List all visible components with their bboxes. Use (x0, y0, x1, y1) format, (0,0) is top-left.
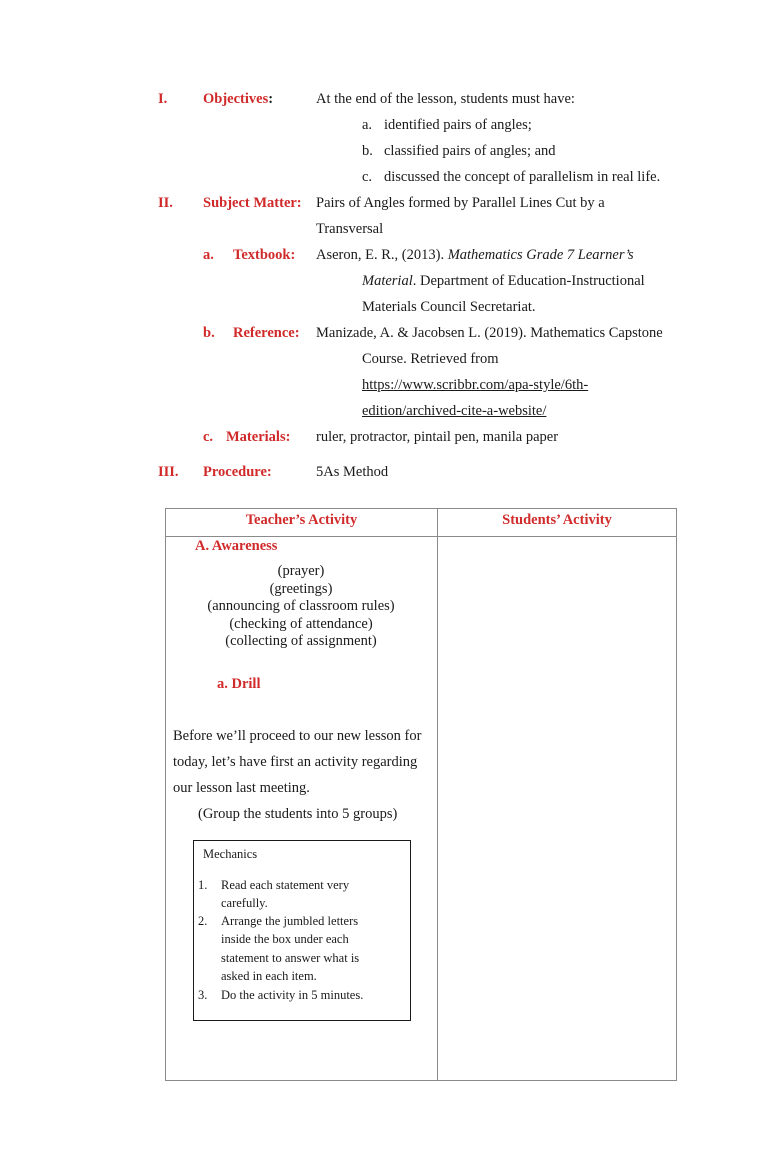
objective-marker-b: b. (362, 143, 373, 159)
materials-label: Materials: (226, 429, 291, 445)
textbook-author: Aseron, E. R., (2013). (316, 247, 448, 263)
objective-marker-c: c. (362, 169, 373, 185)
intro-paragraph-line3: our lesson last meeting. (173, 780, 310, 796)
materials-marker: c. (203, 429, 214, 445)
subject-matter-line2: Transversal (316, 221, 384, 237)
textbook-title-part2: Material (362, 273, 413, 289)
reference-citation-line2: Course. Retrieved from (362, 351, 499, 367)
objective-marker-a: a. (362, 117, 373, 133)
routine-greetings: (greetings) (269, 580, 333, 597)
objective-item-a: identified pairs of angles; (384, 117, 532, 133)
table-header-divider (166, 536, 676, 537)
textbook-marker: a. (203, 247, 214, 263)
reference-citation-line1: Manizade, A. & Jacobsen L. (2019). Mathematics Capstone (316, 325, 663, 341)
drill-heading: a. Drill (217, 676, 261, 692)
objective-item-b: classified pairs of angles; and (384, 143, 556, 159)
objectives-intro: At the end of the lesson, students must have: (316, 91, 575, 107)
materials-text: ruler, protractor, pintail pen, manila paper (316, 429, 559, 445)
group-note: (Group the students into 5 groups) (198, 806, 398, 822)
reference-url-line1[interactable]: https://www.scribbr.com/apa-style/6th- (362, 377, 589, 393)
intro-paragraph-line2: today, let’s have first an activity regarding (173, 754, 418, 770)
mechanics-item-3-text: Do the activity in 5 minutes. (221, 988, 364, 1002)
subject-matter-numeral: II. (158, 195, 173, 211)
routine-prayer: (prayer) (277, 563, 325, 579)
reference-marker: b. (203, 325, 215, 341)
intro-paragraph-line1: Before we’ll proceed to our new lesson for (173, 728, 422, 744)
objectives-numeral: I. (158, 91, 168, 107)
reference-url-line2[interactable]: edition/archived-cite-a-website/ (362, 403, 547, 419)
textbook-citation-line3: Materials Council Secretariat. (362, 299, 536, 315)
mechanics-item-3-number: 3. (198, 988, 208, 1002)
textbook-citation-line1 (316, 247, 634, 264)
activity-table (165, 508, 677, 1081)
mechanics-item-2-number: 2. (198, 914, 208, 928)
routine-classroom-rules: (announcing of classroom rules) (207, 598, 395, 614)
table-column-divider (437, 509, 438, 1080)
students-activity-header: Students’ Activity (502, 512, 612, 528)
procedure-text: 5As Method (316, 464, 389, 480)
mechanics-item-2-text: Arrange the jumbled letters inside the box under each statement to answer what is asked in each item. (221, 914, 360, 983)
routine-assignment: (collecting of assignment) (225, 633, 377, 649)
procedure-label: Procedure: (203, 464, 272, 480)
teacher-activity-header: Teacher’s Activity (245, 512, 358, 528)
textbook-label: Textbook: (233, 247, 296, 263)
routine-attendance: (checking of attendance) (229, 615, 373, 632)
reference-label: Reference: (233, 325, 300, 341)
awareness-heading: A. Awareness (195, 538, 278, 554)
textbook-title-part1: Mathematics Grade 7 Learner’s (447, 247, 634, 263)
textbook-citation-line2 (362, 273, 645, 290)
mechanics-item-1-number: 1. (198, 878, 208, 892)
objective-item-c: discussed the concept of parallelism in real life. (384, 169, 661, 185)
subject-matter-line1: Pairs of Angles formed by Parallel Lines Cut by a (316, 195, 605, 211)
objectives-colon: : (268, 91, 274, 107)
textbook-publisher: . Department of Education-Instructional (412, 273, 645, 289)
procedure-numeral: III. (158, 464, 179, 480)
mechanics-item-1-text: Read each statement very carefully. (221, 878, 350, 911)
mechanics-title: Mechanics (203, 847, 258, 861)
objectives-label-text: Objectives (203, 91, 269, 107)
objectives-label (203, 91, 273, 108)
subject-matter-label: Subject Matter: (203, 195, 302, 211)
mechanics-box (193, 840, 411, 1021)
